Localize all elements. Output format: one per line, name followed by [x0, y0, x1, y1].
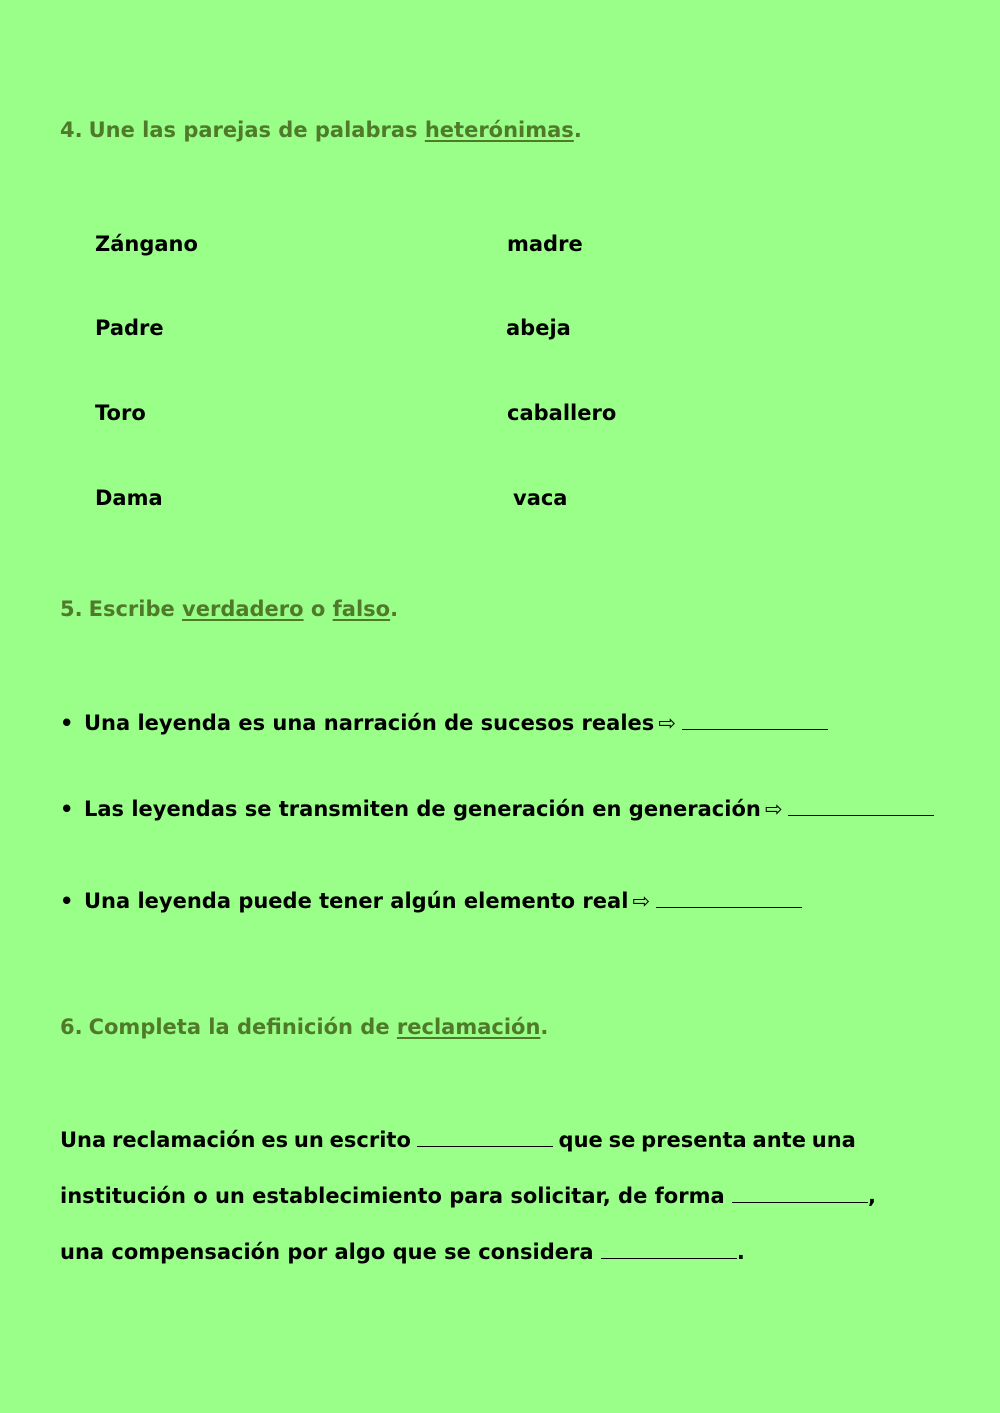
definition-word: se — [608, 1128, 636, 1152]
definition-word: Una — [60, 1128, 107, 1152]
section-5-keyword-true: verdadero — [182, 597, 304, 621]
arrow-icon: ⇨ — [658, 711, 676, 735]
answer-blank[interactable] — [656, 889, 802, 908]
definition-period: . — [736, 1240, 745, 1264]
section-5-period: . — [390, 597, 399, 621]
definition-word: es — [261, 1128, 289, 1152]
definition-text: institución o un establecimiento para solicitar, de forma — [60, 1184, 725, 1208]
definition-blank[interactable] — [732, 1184, 868, 1203]
answer-blank[interactable] — [788, 797, 934, 816]
section-4-keyword: heterónimas — [424, 118, 574, 142]
section-5-connector: o — [303, 597, 333, 621]
left-word: Toro — [95, 401, 146, 425]
statement-text: Las leyendas se transmiten de generación en generación — [84, 797, 761, 821]
section-4-period: . — [573, 118, 582, 142]
section-6-number: 6. — [60, 1015, 83, 1039]
definition-word: presenta — [641, 1128, 747, 1152]
definition-blank[interactable] — [417, 1128, 553, 1147]
section-5-keyword-false: falso — [332, 597, 391, 621]
section-6-text: Completa la definición de — [88, 1015, 397, 1039]
section-4-text: Une las parejas de palabras — [88, 118, 425, 142]
bullet-icon: • — [60, 711, 74, 735]
arrow-icon: ⇨ — [632, 889, 650, 913]
left-word: Padre — [95, 316, 164, 340]
definition-word: un — [293, 1128, 324, 1152]
definition-text: una compensación por algo que se considera — [60, 1240, 594, 1264]
section-6-keyword: reclamación — [396, 1015, 541, 1039]
section-5-heading — [60, 597, 398, 621]
bullet-icon: • — [60, 797, 74, 821]
section-5-text: Escribe — [88, 597, 183, 621]
definition-word: escrito — [329, 1128, 411, 1152]
statement-item — [60, 797, 934, 821]
right-word: caballero — [507, 401, 617, 425]
arrow-icon: ⇨ — [764, 797, 783, 821]
answer-blank[interactable] — [682, 711, 828, 730]
section-5-number: 5. — [60, 597, 83, 621]
section-4-heading — [60, 118, 582, 142]
definition-line-2 — [60, 1184, 876, 1208]
statement-item — [60, 889, 802, 913]
statement-item — [60, 711, 828, 735]
bullet-icon: • — [60, 889, 74, 913]
definition-word: reclamación — [112, 1128, 256, 1152]
definition-comma: , — [867, 1184, 876, 1208]
definition-line-1 — [60, 1128, 856, 1152]
definition-word: ante — [752, 1128, 806, 1152]
statement-text: Una leyenda puede tener algún elemento real — [84, 889, 629, 913]
left-word: Zángano — [95, 232, 198, 256]
right-word: vaca — [513, 486, 568, 510]
definition-word: que — [558, 1128, 603, 1152]
left-word: Dama — [95, 486, 163, 510]
section-6-period: . — [540, 1015, 549, 1039]
section-4-number: 4. — [60, 118, 83, 142]
definition-word: una — [811, 1128, 856, 1152]
right-word: abeja — [506, 316, 571, 340]
section-6-heading — [60, 1015, 548, 1039]
definition-line-3 — [60, 1240, 856, 1264]
right-word: madre — [507, 232, 583, 256]
statement-text: Una leyenda es una narración de sucesos reales — [84, 711, 655, 735]
definition-blank[interactable] — [601, 1240, 737, 1259]
